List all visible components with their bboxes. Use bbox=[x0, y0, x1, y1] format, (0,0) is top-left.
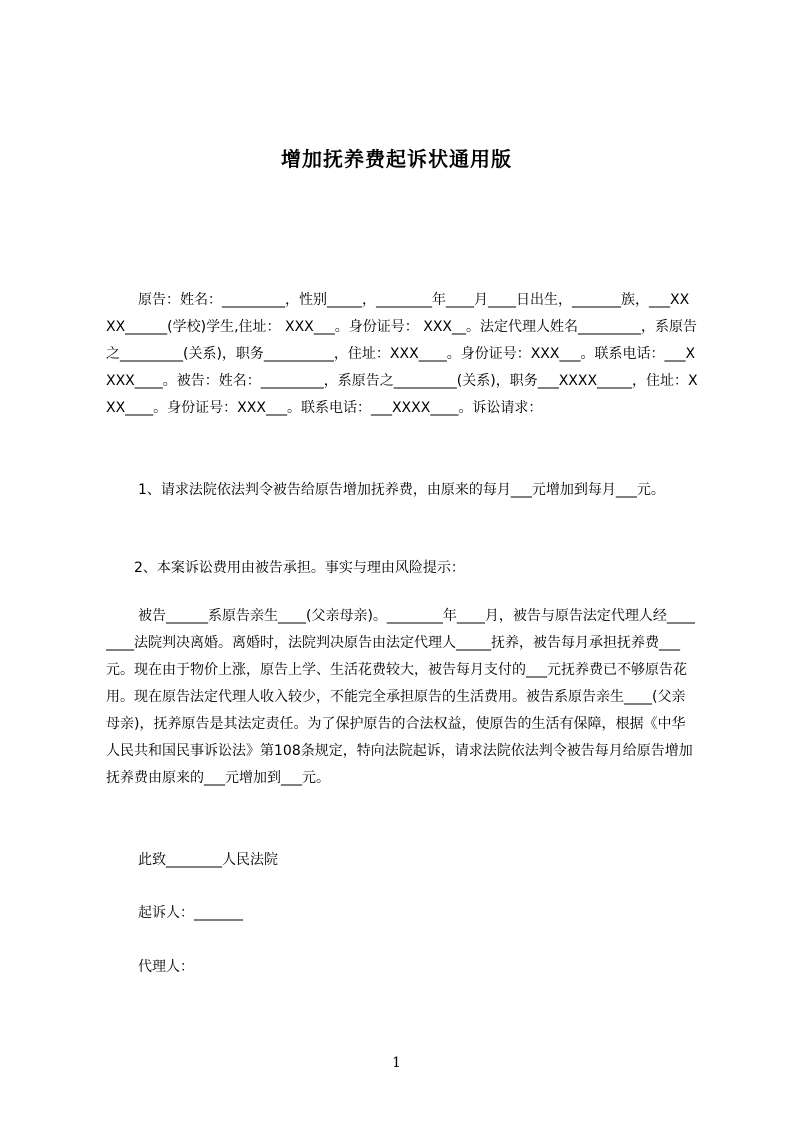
page-number: 1 bbox=[392, 1055, 401, 1071]
document-title: 增加抚养费起诉状通用版 bbox=[281, 147, 512, 171]
paragraph-agent-signature: 代理人： bbox=[138, 959, 194, 975]
paragraph-claim-1: 1、请求法院依法判令被告给原告增加抚养费，由原来的每月___元增加到每月___元。 bbox=[138, 482, 665, 498]
paragraph-parties: 原告：姓名：_________，性别_____，________年____月____日出生，_______族，___XXXX______(学校)学生,住址： XXX___。身份证号： XXX__。法定代理人姓名_________，系原告之_________(关系)，职务__________，住址：XXX____。身份证号：XXX___。联系电话：___XXXX____。被告：姓名：_________，系原告之_________(关系)，职务___XXXX_____，住址：XXX____。身份证号：XXX___。联系电话：___XXXX____。诉讼请求： bbox=[106, 292, 698, 416]
paragraph-plaintiff-signature: 起诉人：_______ bbox=[138, 905, 243, 921]
paragraph-facts-reasons: 被告______系原告亲生____(父亲母亲)。________年____月，被告与原告法定代理人经________法院判决离婚。离婚时，法院判决原告由法定代理人_____抚养，被告每月承担抚养费___元。现在由于物价上涨，原告上学、生活花费较大，被告每月支付的___元抚养费已不够原告花用。现在原告法定代理人收入较少，不能完全承担原告的生活费用。被告系原告亲生____(父亲母亲)，抚养原告是其法定责任。为了保护原告的合法权益，使原告的生活有保障，根据《中华人民共和国民事诉讼法》第108条规定，特向法院起诉，请求法院依法判令被告每月给原告增加抚养费由原来的___元增加到___元。 bbox=[106, 608, 695, 786]
paragraph-claim-2: 2、本案诉讼费用由被告承担。事实与理由风险提示： bbox=[134, 560, 465, 576]
paragraph-court-address: 此致________人民法院 bbox=[138, 852, 278, 868]
